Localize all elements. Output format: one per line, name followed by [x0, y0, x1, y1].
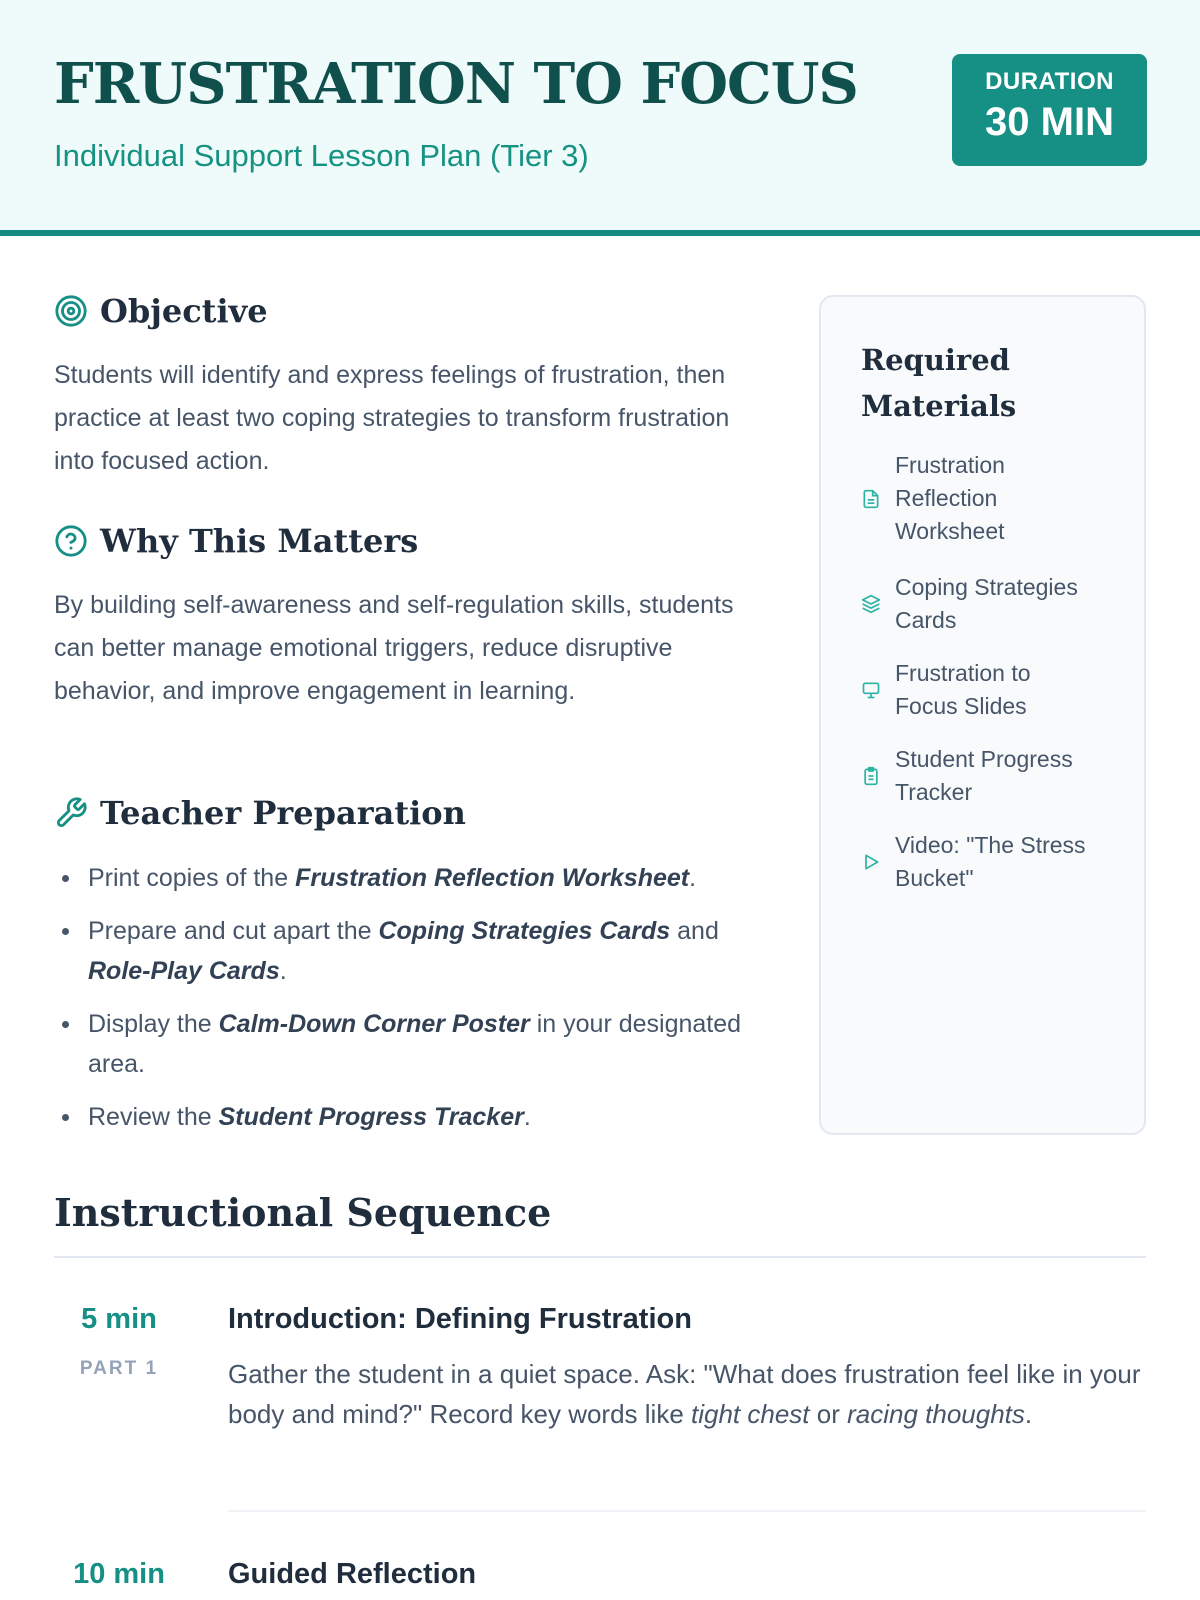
layers-icon [861, 594, 881, 614]
page-title: FRUSTRATION TO FOCUS [54, 51, 858, 117]
step-part-label: PART 1 [79, 1358, 159, 1379]
why-heading-text: Why This Matters [100, 522, 419, 560]
material-label: Student Progress Tracker [895, 746, 1073, 805]
step-description: Gather the student in a quiet space. Ask: "What does frustration feel like in your body and mind?" Record key words like tight chest or racing thoughts. [228, 1359, 1141, 1429]
material-item[interactable] [861, 571, 1115, 637]
material-label: Coping Strategies Cards [895, 574, 1078, 633]
page-subtitle: Individual Support Lesson Plan (Tier 3) [54, 138, 589, 173]
objective-heading-text: Objective [100, 292, 268, 330]
step-time: 10 min [73, 1558, 165, 1590]
material-label: Video: "The Stress Bucket" [895, 832, 1086, 891]
prep-heading-text: Teacher Preparation [100, 794, 466, 832]
why-text: By building self-awareness and self-regulation skills, students can better manage emotional triggers, reduce disruptive behavior, and improve engagement in learning. [54, 591, 734, 705]
divider [228, 1510, 1146, 1512]
material-item[interactable] [861, 743, 1115, 809]
materials-panel [819, 295, 1146, 1135]
prep-item: Prepare and cut apart the Coping Strategies Cards and Role-Play Cards. [54, 911, 774, 991]
objective-text: Students will identify and express feelings of frustration, then practice at least two coping strategies to transform frustration into focused action. [54, 361, 730, 475]
material-item[interactable] [861, 449, 1035, 548]
why-heading [54, 522, 418, 560]
step-time: 5 min [81, 1303, 157, 1335]
prep-item: Display the Calm-Down Corner Poster in your designated area. [54, 1004, 774, 1084]
play-icon [861, 852, 881, 872]
step-title: Introduction: Defining Frustration [228, 1303, 692, 1335]
objective-heading [54, 292, 268, 330]
duration-badge [952, 54, 1147, 166]
target-icon [54, 294, 88, 328]
prep-list [54, 858, 774, 1150]
prep-item: Print copies of the Frustration Reflection Worksheet. [54, 858, 774, 898]
prep-item: Review the Student Progress Tracker. [54, 1097, 774, 1137]
lesson-header [0, 0, 1200, 236]
materials-heading: Required Materials [861, 343, 1017, 423]
sequence-title: Instructional Sequence [54, 1190, 552, 1235]
presentation-icon [861, 680, 881, 700]
clipboard-icon [861, 766, 881, 786]
duration-value: 30 MIN [985, 100, 1114, 144]
material-item[interactable] [861, 657, 1065, 723]
material-item[interactable] [861, 829, 1115, 895]
duration-label: DURATION [985, 68, 1114, 95]
step-title: Guided Reflection [228, 1558, 477, 1590]
prep-heading [54, 794, 466, 832]
wrench-icon [54, 796, 88, 830]
material-label: Frustration Reflection Worksheet [895, 452, 1005, 544]
document-icon [861, 489, 881, 509]
material-label: Frustration to Focus Slides [895, 660, 1031, 719]
divider [54, 1256, 1146, 1258]
question-circle-icon [54, 524, 88, 558]
